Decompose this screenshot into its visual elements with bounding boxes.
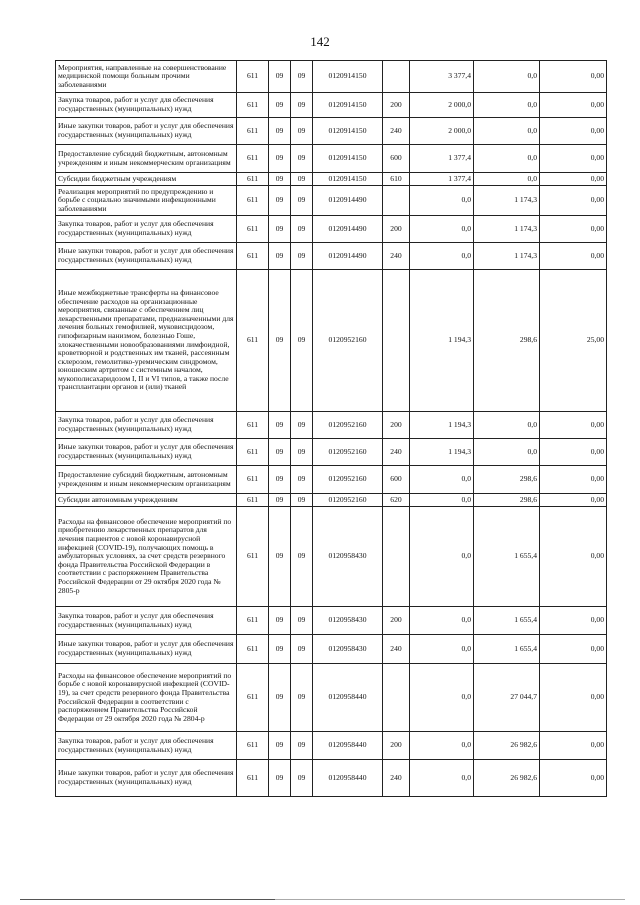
cell-rz: 09 — [269, 732, 291, 760]
table-row — [56, 173, 607, 186]
table-row — [56, 118, 607, 145]
table-row — [56, 760, 607, 797]
cell-v3: 0,00 — [540, 607, 607, 635]
cell-vr: 600 — [383, 466, 410, 494]
cell-pr: 09 — [291, 412, 313, 439]
cell-v2: 1 174,3 — [474, 186, 540, 216]
cell-pr: 09 — [291, 93, 313, 118]
cell-v2: 0,0 — [474, 145, 540, 173]
cell-name: Мероприятия, направленные на совершенствование медицинской помощи больным прочими заболеваниями — [56, 61, 237, 93]
cell-rz: 09 — [269, 494, 291, 507]
cell-v2: 0,0 — [474, 118, 540, 145]
cell-name: Расходы на финансовое обеспечение мероприятий по приобретению лекарственных препаратов для лечения пациентов с новой коронавирусной инфекцией (COVID-19), получающих помощь в амбулаторных условиях, за счет средств резервного фонда Правительства Российской Федерации в соответствии с распоряжением Правительства Российской Федерации от 29 октября 2020 года № 2805-р — [56, 507, 237, 607]
cell-rz: 09 — [269, 145, 291, 173]
cell-name: Иные закупки товаров, работ и услуг для обеспечения государственных (муниципальных) нужд — [56, 243, 237, 270]
cell-vr: 200 — [383, 412, 410, 439]
cell-v3: 0,00 — [540, 93, 607, 118]
cell-name: Субсидии автономным учреждениям — [56, 494, 237, 507]
cell-vr — [383, 61, 410, 93]
cell-v1: 0,0 — [410, 732, 474, 760]
cell-v2: 0,0 — [474, 173, 540, 186]
cell-kvsr: 611 — [237, 732, 269, 760]
cell-vr: 200 — [383, 732, 410, 760]
cell-csr: 0120952160 — [313, 494, 383, 507]
cell-pr: 09 — [291, 145, 313, 173]
cell-kvsr: 611 — [237, 243, 269, 270]
cell-name: Иные закупки товаров, работ и услуг для обеспечения государственных (муниципальных) нужд — [56, 118, 237, 145]
cell-v3: 0,00 — [540, 145, 607, 173]
cell-v1: 0,0 — [410, 635, 474, 664]
table-row — [56, 494, 607, 507]
page-number: 142 — [310, 34, 330, 49]
cell-v3: 0,00 — [540, 664, 607, 732]
cell-v3: 0,00 — [540, 466, 607, 494]
cell-name: Закупка товаров, работ и услуг для обеспечения государственных (муниципальных) нужд — [56, 607, 237, 635]
cell-kvsr: 611 — [237, 270, 269, 412]
cell-name: Закупка товаров, работ и услуг для обеспечения государственных (муниципальных) нужд — [56, 412, 237, 439]
cell-pr: 09 — [291, 173, 313, 186]
cell-pr: 09 — [291, 732, 313, 760]
cell-kvsr: 611 — [237, 439, 269, 466]
cell-v2: 298,6 — [474, 270, 540, 412]
cell-vr — [383, 507, 410, 607]
cell-pr: 09 — [291, 61, 313, 93]
table-row — [56, 732, 607, 760]
cell-csr: 0120952160 — [313, 412, 383, 439]
cell-v1: 1 377,4 — [410, 173, 474, 186]
cell-v1: 0,0 — [410, 507, 474, 607]
table-row — [56, 507, 607, 607]
cell-v3: 0,00 — [540, 118, 607, 145]
cell-v3: 0,00 — [540, 173, 607, 186]
cell-v1: 0,0 — [410, 243, 474, 270]
cell-rz: 09 — [269, 439, 291, 466]
table-row — [56, 243, 607, 270]
cell-vr: 610 — [383, 173, 410, 186]
cell-pr: 09 — [291, 216, 313, 243]
cell-rz: 09 — [269, 635, 291, 664]
cell-kvsr: 611 — [237, 186, 269, 216]
cell-v3: 0,00 — [540, 439, 607, 466]
cell-vr — [383, 664, 410, 732]
table-row — [56, 635, 607, 664]
cell-name: Закупка товаров, работ и услуг для обеспечения государственных (муниципальных) нужд — [56, 216, 237, 243]
cell-rz: 09 — [269, 664, 291, 732]
cell-v1: 0,0 — [410, 760, 474, 797]
cell-v2: 26 982,6 — [474, 732, 540, 760]
cell-v3: 0,00 — [540, 635, 607, 664]
cell-v3: 0,00 — [540, 186, 607, 216]
footer-rule — [20, 899, 275, 900]
cell-pr: 09 — [291, 664, 313, 732]
cell-v3: 0,00 — [540, 61, 607, 93]
cell-pr: 09 — [291, 186, 313, 216]
cell-name: Субсидии бюджетным учреждениям — [56, 173, 237, 186]
table-row — [56, 145, 607, 173]
cell-csr: 0120914490 — [313, 216, 383, 243]
cell-v1: 1 194,3 — [410, 270, 474, 412]
cell-csr: 0120952160 — [313, 439, 383, 466]
cell-pr: 09 — [291, 270, 313, 412]
cell-v2: 298,6 — [474, 494, 540, 507]
cell-csr: 0120952160 — [313, 270, 383, 412]
cell-kvsr: 611 — [237, 173, 269, 186]
cell-v3: 0,00 — [540, 507, 607, 607]
cell-vr: 240 — [383, 635, 410, 664]
cell-pr: 09 — [291, 607, 313, 635]
cell-v1: 0,0 — [410, 607, 474, 635]
cell-v1: 0,0 — [410, 466, 474, 494]
cell-v2: 0,0 — [474, 412, 540, 439]
table-row — [56, 61, 607, 93]
cell-v3: 0,00 — [540, 494, 607, 507]
cell-pr: 09 — [291, 760, 313, 797]
cell-vr: 600 — [383, 145, 410, 173]
cell-rz: 09 — [269, 118, 291, 145]
cell-rz: 09 — [269, 243, 291, 270]
cell-v3: 0,00 — [540, 760, 607, 797]
table-row — [56, 664, 607, 732]
table-row — [56, 607, 607, 635]
cell-csr: 0120914150 — [313, 118, 383, 145]
table-row — [56, 186, 607, 216]
cell-v2: 1 655,4 — [474, 507, 540, 607]
cell-v1: 2 000,0 — [410, 93, 474, 118]
cell-v1: 0,0 — [410, 216, 474, 243]
cell-rz: 09 — [269, 466, 291, 494]
cell-kvsr: 611 — [237, 412, 269, 439]
cell-v2: 0,0 — [474, 439, 540, 466]
cell-v2: 1 174,3 — [474, 243, 540, 270]
cell-pr: 09 — [291, 635, 313, 664]
cell-rz: 09 — [269, 412, 291, 439]
cell-pr: 09 — [291, 439, 313, 466]
cell-v2: 0,0 — [474, 93, 540, 118]
cell-v3: 25,00 — [540, 270, 607, 412]
cell-csr: 0120958430 — [313, 507, 383, 607]
cell-kvsr: 611 — [237, 507, 269, 607]
cell-rz: 09 — [269, 93, 291, 118]
cell-pr: 09 — [291, 507, 313, 607]
table-row — [56, 93, 607, 118]
cell-pr: 09 — [291, 494, 313, 507]
cell-csr: 0120958440 — [313, 732, 383, 760]
cell-csr: 0120914490 — [313, 186, 383, 216]
cell-vr: 620 — [383, 494, 410, 507]
table-body — [56, 61, 607, 797]
cell-kvsr: 611 — [237, 216, 269, 243]
cell-v2: 1 174,3 — [474, 216, 540, 243]
cell-v1: 1 194,3 — [410, 439, 474, 466]
cell-vr: 240 — [383, 760, 410, 797]
cell-v1: 0,0 — [410, 664, 474, 732]
cell-kvsr: 611 — [237, 145, 269, 173]
cell-v1: 0,0 — [410, 494, 474, 507]
cell-name: Закупка товаров, работ и услуг для обеспечения государственных (муниципальных) нужд — [56, 732, 237, 760]
table-row — [56, 439, 607, 466]
cell-kvsr: 611 — [237, 664, 269, 732]
cell-vr: 240 — [383, 243, 410, 270]
table-row — [56, 270, 607, 412]
cell-kvsr: 611 — [237, 118, 269, 145]
cell-name: Предоставление субсидий бюджетным, автономным учреждениям и иным некоммерческим организациям — [56, 145, 237, 173]
cell-csr: 0120914150 — [313, 145, 383, 173]
cell-name: Предоставление субсидий бюджетным, автономным учреждениям и иным некоммерческим организациям — [56, 466, 237, 494]
cell-vr: 200 — [383, 216, 410, 243]
cell-kvsr: 611 — [237, 635, 269, 664]
table-row — [56, 412, 607, 439]
cell-kvsr: 611 — [237, 61, 269, 93]
table-row — [56, 216, 607, 243]
cell-vr: 240 — [383, 118, 410, 145]
cell-kvsr: 611 — [237, 760, 269, 797]
cell-v2: 26 982,6 — [474, 760, 540, 797]
cell-v2: 1 655,4 — [474, 607, 540, 635]
cell-csr: 0120958430 — [313, 607, 383, 635]
cell-vr: 200 — [383, 93, 410, 118]
cell-name: Расходы на финансовое обеспечение мероприятий по борьбе с новой коронавирусной инфекцией (COVID-19), за счет средств резервного фонда Правительства Российской Федерации в соответствии с распоряжением Правительства Российской Федерации от 29 октября 2020 года № 2804-р — [56, 664, 237, 732]
cell-rz: 09 — [269, 760, 291, 797]
cell-pr: 09 — [291, 243, 313, 270]
cell-v2: 1 655,4 — [474, 635, 540, 664]
cell-vr: 240 — [383, 439, 410, 466]
cell-name: Иные закупки товаров, работ и услуг для обеспечения государственных (муниципальных) нужд — [56, 635, 237, 664]
cell-v1: 3 377,4 — [410, 61, 474, 93]
cell-csr: 0120958430 — [313, 635, 383, 664]
cell-rz: 09 — [269, 607, 291, 635]
cell-rz: 09 — [269, 61, 291, 93]
cell-rz: 09 — [269, 216, 291, 243]
cell-csr: 0120914490 — [313, 243, 383, 270]
cell-csr: 0120914150 — [313, 61, 383, 93]
cell-vr: 200 — [383, 607, 410, 635]
cell-v1: 2 000,0 — [410, 118, 474, 145]
table-row — [56, 466, 607, 494]
cell-csr: 0120914150 — [313, 173, 383, 186]
cell-v3: 0,00 — [540, 732, 607, 760]
cell-csr: 0120914150 — [313, 93, 383, 118]
cell-name: Иные межбюджетные трансферты на финансовое обеспечение расходов на организационные мероприятия, связанные с обеспечением лиц лекарственными препаратами, предназначенными для лечения больных гемофилией, муковисцидозом, гипофизарным нанизмом, болезнью Гоше, злокачественными новообразованиями лимфоидной, кроветворной и родственных им тканей, рассеянным склерозом, гемолитико-уремическим синдромом, юношеским артритом с системным началом, мукополисахаридозом I, II и VI типов, а также после трансплантации органов и (или) тканей — [56, 270, 237, 412]
cell-v3: 0,00 — [540, 243, 607, 270]
cell-name: Иные закупки товаров, работ и услуг для обеспечения государственных (муниципальных) нужд — [56, 760, 237, 797]
budget-table — [55, 60, 607, 797]
cell-csr: 0120958440 — [313, 664, 383, 732]
cell-v3: 0,00 — [540, 216, 607, 243]
cell-kvsr: 611 — [237, 607, 269, 635]
cell-csr: 0120952160 — [313, 466, 383, 494]
cell-pr: 09 — [291, 466, 313, 494]
cell-v2: 0,0 — [474, 61, 540, 93]
cell-v3: 0,00 — [540, 412, 607, 439]
cell-pr: 09 — [291, 118, 313, 145]
cell-v1: 0,0 — [410, 186, 474, 216]
cell-vr — [383, 270, 410, 412]
cell-kvsr: 611 — [237, 93, 269, 118]
cell-rz: 09 — [269, 507, 291, 607]
cell-v1: 1 194,3 — [410, 412, 474, 439]
cell-v1: 1 377,4 — [410, 145, 474, 173]
footer-rule-faint — [275, 899, 625, 900]
cell-name: Закупка товаров, работ и услуг для обеспечения государственных (муниципальных) нужд — [56, 93, 237, 118]
cell-csr: 0120958440 — [313, 760, 383, 797]
cell-rz: 09 — [269, 173, 291, 186]
cell-name: Иные закупки товаров, работ и услуг для обеспечения государственных (муниципальных) нужд — [56, 439, 237, 466]
cell-v2: 298,6 — [474, 466, 540, 494]
cell-rz: 09 — [269, 186, 291, 216]
cell-kvsr: 611 — [237, 494, 269, 507]
cell-rz: 09 — [269, 270, 291, 412]
cell-name: Реализация мероприятий по предупреждению и борьбе с социально значимыми инфекционными заболеваниями — [56, 186, 237, 216]
cell-kvsr: 611 — [237, 466, 269, 494]
cell-v2: 27 044,7 — [474, 664, 540, 732]
cell-vr — [383, 186, 410, 216]
